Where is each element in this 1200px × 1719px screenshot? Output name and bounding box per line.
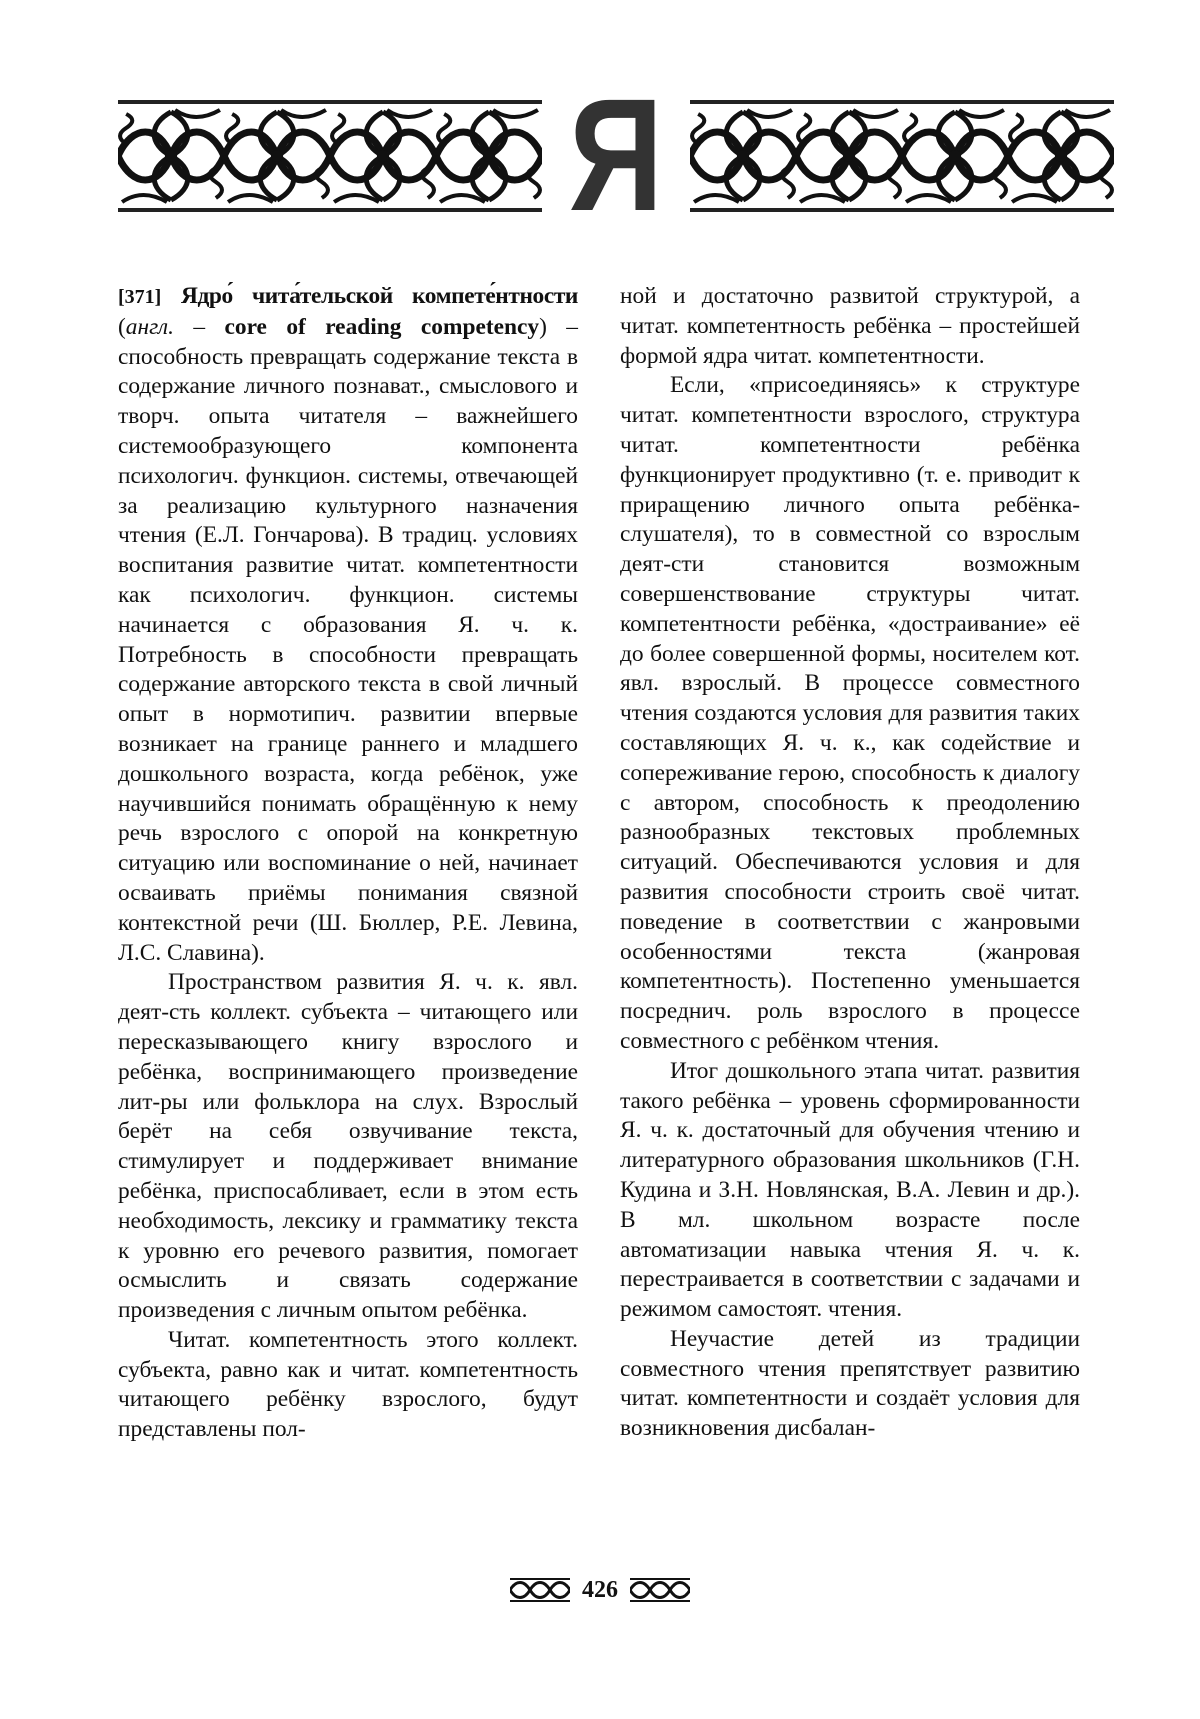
dash: – (173, 313, 225, 340)
page-number: 426 (582, 1577, 618, 1603)
entry-paragraph: [371] Ядро́ чита́тельской компете́нтности (англ. – core of reading competency) – способность превращать содержание текста в содержание личного познават., смыслового и творч. опыта читателя – важнейшего системообразующего компонента психологич. функцион. системы, отвечающей за реализацию культурного назначения чтения (Е.Л. Гончарова). В традиц. условиях воспитания развитие читат. компетентности как психологич. функцион. системы начинается с образования Я. ч. к. Потребность в способности превращать содержание авторского текста в свой личный опыт в нормотипич. развитии впервые возникает на границе раннего и младшего дошкольного возраста, когда ребёнок, уже научившийся понимать обращённую к нему речь взрослого с опорой на конкретную ситуацию или воспоминание о ней, начинает осваивать приёмы понимания связной контекстной речи (Ш. Бюллер, Р.Е. Левина, Л.С. Славина). (118, 283, 579, 966)
entry-number: [371] (118, 286, 162, 308)
page-footer (0, 1572, 1200, 1608)
celtic-knot-ornament-icon (630, 1578, 690, 1602)
paragraph: Читат. компетентность этого коллект. субъекта, равно как и читат. компетентность читающего ребёнку взрослого, будут представлены пол- (118, 1326, 578, 1443)
text-column-left (118, 282, 578, 1445)
paragraph: Итог дошкольного этапа читат. развития такого ребёнка – уровень сформированности Я. ч. к. достаточный для обучения чтению и литературного образования школьников (Г.Н. Кудина и З.Н. Новлянская, В.А. Левин и др.). В мл. школьном возрасте после автоматизации навыка чтения Я. ч. к. перестраивается в соответствии с задачами и режимом самостоят. чтения. (620, 1057, 1080, 1323)
paragraph: Если, «присоединяясь» к структуре читат. компетентности взрослого, структура читат. компетентности ребёнка функционирует продуктивно (т. е. приводит к приращению личного опыта ребёнка-слушателя), то в совместной со взрослым деят-сти становится возможным совершенствование структуры читат. компетентности ребёнка, «достраивание» её до более совершенной формы, носителем кот. явл. взрослый. В процессе совместного чтения создаются условия для развития таких составляющих Я. ч. к., как содействие и сопереживание герою, способность к диалогу с автором, способность к преодолению разнообразных текстовых проблемных ситуаций. Обеспечиваются условия и для развития способности строить своё читат. поведение в соответствии с жанровыми особенностями текста (жанровая компетентность). Постепенно уменьшается посреднич. роль взрослого в процессе совместного с ребёнком чтения. (620, 372, 1080, 1054)
paragraph: ной и достаточно развитой структурой, а читат. компетентность ребёнка – простейшей формой ядра читат. компетентности. (620, 283, 1080, 369)
celtic-knot-ornament-icon (690, 100, 1114, 212)
entry-definition: ) – способность превращать содержание текста в содержание личного познават., смыслового и творч. опыта читателя – важнейшего системообразующего компонента психологич. функцион. системы, отвечающей за реализацию культурного назначения чтения (Е.Л. Гончарова). В традиц. условиях воспитания развитие читат. компетентности как психологич. функцион. системы начинается с образования Я. ч. к. Потребность в способности превращать содержание авторского текста в свой личный опыт в нормотипич. развитии впервые возникает на границе раннего и младшего дошкольного возраста, когда ребёнок, уже научившийся понимать обращённую к нему речь взрослого с опорой на конкретную ситуацию или воспоминание о ней, начинает осваивать приёмы понимания связной контекстной речи (Ш. Бюллер, Р.Е. Левина, Л.С. Славина). (118, 313, 579, 966)
language-abbreviation: англ. (125, 313, 174, 340)
paragraph: Пространством развития Я. ч. к. явл. деят-сть коллект. субъекта – читающего или пересказывающего книгу взрослого и ребёнка, воспринимающего произведение лит-ры или фольклора на слух. Взрослый берёт на себя озвучивание текста, стимулирует и поддерживает внимание ребёнка, приспосабливает, если в этом есть необходимость, лексику и грамматику текста к уровню его речевого развития, помогает осмыслить и связать содержание произведения с личным опытом ребёнка. (118, 969, 578, 1324)
paragraph: Неучастие детей из традиции совместного чтения препятствует развитию читат. компетентности и создаёт условия для возникновения дисбалан- (620, 1325, 1080, 1442)
section-letter: Я (568, 65, 664, 244)
english-term: core of reading competency (224, 313, 540, 340)
celtic-knot-ornament-icon (118, 100, 542, 212)
entry-term: Ядро́ чита́тельской компете́нтности (180, 283, 578, 309)
text-column-right (620, 282, 1080, 1444)
celtic-knot-ornament-icon (510, 1578, 570, 1602)
